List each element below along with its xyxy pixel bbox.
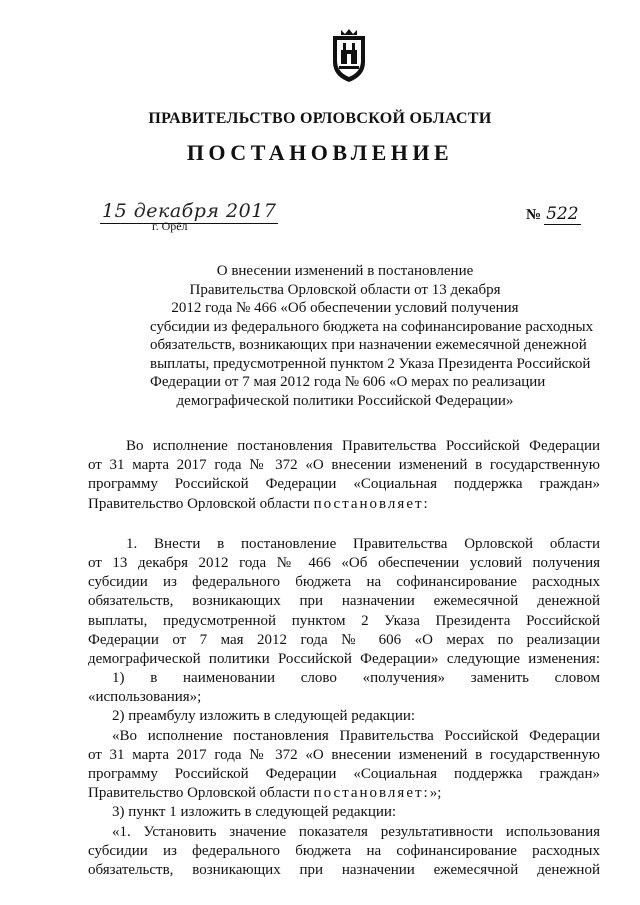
- body-line: Во исполнение постановления Правительства Российской Федерации: [126, 438, 600, 454]
- title-line: 2012 года № 466 «Об обеспечении условий получения: [171, 300, 519, 316]
- body-line: обязательств, возникающих при назначении ежемесячной денежной: [88, 861, 600, 878]
- title-line: обязательств, возникающих при назначении ежемесячной денежной: [150, 337, 587, 353]
- body-line: программу Российской Федерации «Социальная поддержка граждан»: [88, 766, 600, 782]
- document-body: [88, 437, 600, 880]
- document-type: ПОСТАНОВЛЕНИЕ: [186, 140, 454, 165]
- body-line: [88, 784, 600, 803]
- body-line: «использования»;: [88, 689, 202, 706]
- title-line: субсидии из федерального бюджета на софинансирование расходных: [150, 318, 594, 335]
- handwritten-date: 15 декабря 2017: [102, 200, 277, 222]
- quote-end: »;: [429, 785, 442, 802]
- body-line: 3) пункт 1 изложить в следующей редакции:: [112, 804, 397, 821]
- body-line: от 31 марта 2017 года № 372 «О внесении изменений в государственную: [88, 746, 600, 763]
- body-text: Правительство Орловской области: [88, 495, 310, 512]
- date-field: [100, 200, 278, 224]
- body-line: демографической политики Российской Федерации» следующие изменения:: [88, 650, 600, 667]
- body-line: 1. Внести в постановление Правительства Орловской области: [126, 535, 600, 552]
- body-line: обязательств, возникающих при назначении ежемесячной денежной: [88, 593, 600, 610]
- body-text: Правительство Орловской области: [88, 785, 310, 802]
- body-line: Федерации от 7 мая 2012 года № 606 «О мерах по реализации: [88, 631, 600, 648]
- body-line: «1. Установить значение показателя результативности использования: [112, 823, 600, 840]
- body-line: 2) преамбулу изложить в следующей редакции:: [112, 708, 416, 725]
- body-line: 1) в наименовании слово «получения» заменить словом: [112, 670, 600, 687]
- title-line: Федерации от 7 мая 2012 года № 606 «О мерах по реализации: [150, 374, 546, 390]
- number-label: №: [526, 207, 542, 223]
- body-line: [88, 495, 600, 514]
- body-line: субсидии из федерального бюджета на софинансирование расходных: [88, 574, 600, 591]
- body-line: выплаты, предусмотренной пунктом 2 Указа Президента Российской: [88, 612, 600, 629]
- document-title: [150, 262, 594, 410]
- title-line: выплаты, предусмотренной пунктом 2 Указа Президента Российской: [150, 355, 591, 372]
- body-line: от 31 марта 2017 года № 372 «О внесении изменений в государственную: [88, 457, 600, 474]
- title-line: Правительства Орловской области от 13 декабря: [189, 281, 501, 298]
- body-line: программу Российской Федерации «Социальная поддержка граждан»: [88, 476, 600, 493]
- paragraph-gap: [88, 514, 600, 535]
- place-of-issue: г. Орёл: [152, 219, 188, 233]
- handwritten-number: 522: [546, 204, 579, 224]
- document-number: [526, 204, 581, 224]
- coat-of-arms-icon: [327, 28, 371, 84]
- body-line: от 13 декабря 2012 года № 466 «Об обеспечении условий получения: [88, 554, 600, 571]
- title-line: демографической политики Российской Федерации»: [176, 392, 514, 409]
- decree-word: постановляет:: [313, 785, 430, 802]
- body-line: «Во исполнение постановления Правительства Российской Федерации: [112, 727, 600, 744]
- body-line: субсидии из федерального бюджета на софинансирование расходных: [88, 842, 600, 859]
- organization-name: ПРАВИТЕЛЬСТВО ОРЛОВСКОЙ ОБЛАСТИ: [148, 110, 492, 127]
- decree-word: постановляет:: [313, 495, 430, 512]
- title-line: О внесении изменений в постановление: [216, 263, 474, 279]
